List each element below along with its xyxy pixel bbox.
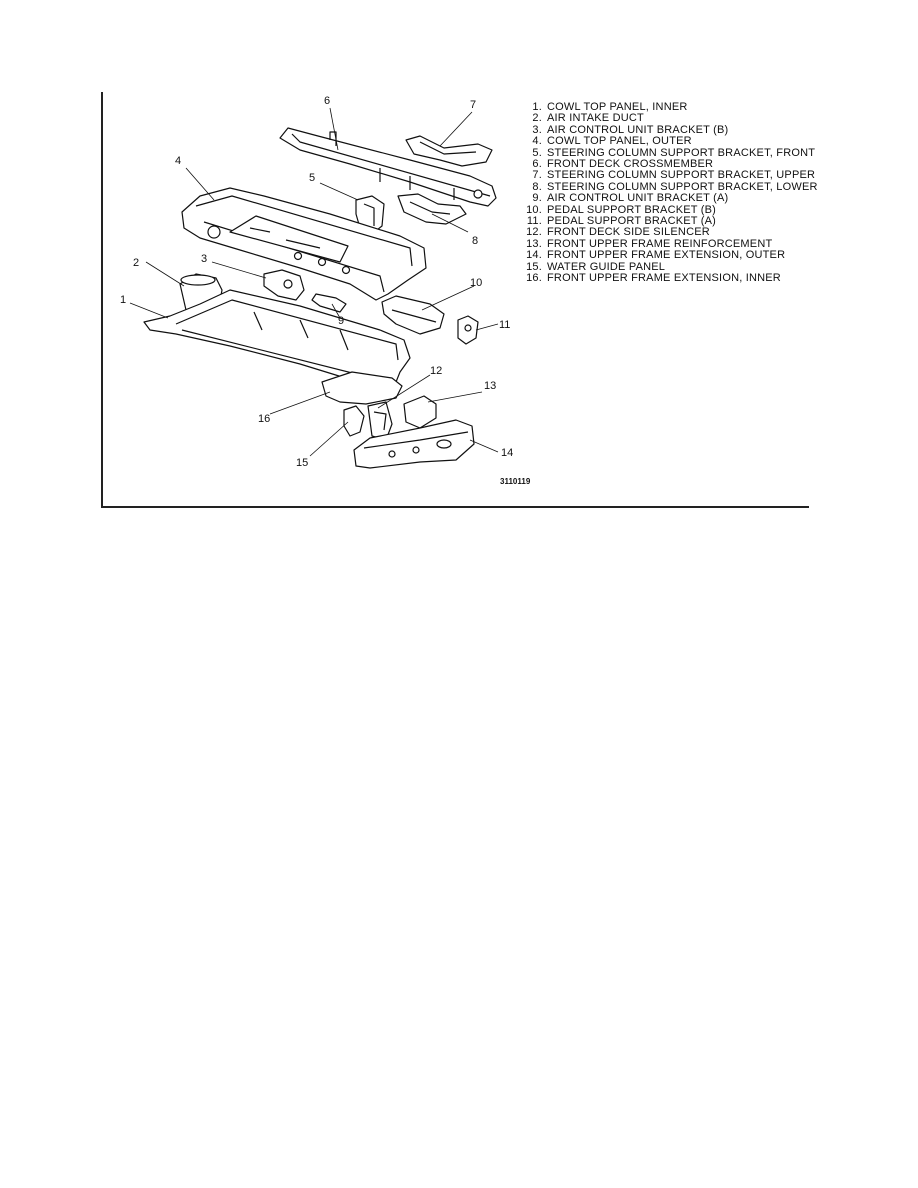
legend-text: STEERING COLUMN SUPPORT BRACKET, FRONT (547, 146, 816, 159)
legend-number: 3. (532, 123, 542, 136)
part-steering-upper-bracket (406, 136, 492, 166)
legend-number: 5. (532, 146, 542, 159)
callout-5: 5 (309, 172, 316, 184)
legend-number: 8. (532, 180, 542, 193)
legend-text: FRONT UPPER FRAME EXTENSION, OUTER (547, 249, 786, 262)
legend-number: 16. (526, 272, 542, 285)
callout-16: 16 (258, 413, 271, 425)
legend-text: STEERING COLUMN SUPPORT BRACKET, UPPER (547, 169, 816, 182)
callout-6: 6 (324, 95, 331, 107)
legend-number: 12. (526, 226, 542, 239)
legend-item (520, 273, 820, 284)
callout-8: 8 (472, 235, 479, 247)
callout-4: 4 (175, 155, 182, 167)
legend-text: WATER GUIDE PANEL (547, 260, 666, 273)
callout-7: 7 (470, 99, 477, 111)
callout-10: 10 (470, 277, 483, 289)
parts-legend (520, 102, 820, 285)
legend-number: 7. (532, 169, 542, 182)
callout-14: 14 (501, 447, 514, 459)
part-steering-lower-bracket (398, 194, 466, 224)
legend-text: FRONT DECK CROSSMEMBER (547, 158, 714, 171)
callout-3: 3 (201, 253, 208, 265)
legend-number: 6. (532, 158, 542, 171)
legend-text: COWL TOP PANEL, INNER (547, 101, 688, 113)
callout-13: 13 (484, 380, 497, 392)
callout-11: 11 (499, 319, 511, 331)
part-water-guide-panel (344, 406, 364, 436)
part-upper-frame-reinforcement (404, 396, 436, 428)
legend-text: FRONT DECK SIDE SILENCER (547, 226, 710, 239)
legend-text: COWL TOP PANEL, OUTER (547, 135, 692, 148)
legend-text: PEDAL SUPPORT BRACKET (B) (547, 203, 717, 216)
legend-text: FRONT UPPER FRAME REINFORCEMENT (547, 237, 773, 250)
legend-number: 9. (532, 192, 542, 205)
part-air-control-bracket-a (312, 294, 346, 312)
callout-9: 9 (338, 315, 345, 327)
legend-number: 1. (532, 101, 542, 113)
legend-text: STEERING COLUMN SUPPORT BRACKET, LOWER (547, 180, 818, 193)
legend-number: 15. (526, 260, 542, 273)
legend-text: FRONT UPPER FRAME EXTENSION, INNER (547, 272, 781, 285)
legend-text: AIR INTAKE DUCT (547, 112, 644, 125)
legend-text: AIR CONTROL UNIT BRACKET (B) (547, 123, 729, 136)
legend-number: 10. (526, 203, 542, 216)
legend-number: 2. (532, 112, 542, 125)
legend-text: AIR CONTROL UNIT BRACKET (A) (547, 192, 729, 205)
callout-12: 12 (430, 365, 443, 377)
figure-id: 3110119 (500, 477, 531, 486)
legend-number: 14. (526, 249, 542, 262)
part-front-deck-crossmember (280, 128, 496, 206)
part-pedal-support-bracket-a (458, 316, 478, 344)
callout-1: 1 (120, 294, 127, 306)
callout-2: 2 (133, 257, 140, 269)
part-pedal-support-bracket-b (382, 296, 444, 334)
legend-text: PEDAL SUPPORT BRACKET (A) (547, 215, 717, 228)
part-air-control-bracket-b (264, 270, 304, 300)
legend-number: 13. (526, 237, 542, 250)
legend-number: 11. (526, 215, 542, 228)
callout-15: 15 (296, 457, 309, 469)
legend-number: 4. (532, 135, 542, 148)
